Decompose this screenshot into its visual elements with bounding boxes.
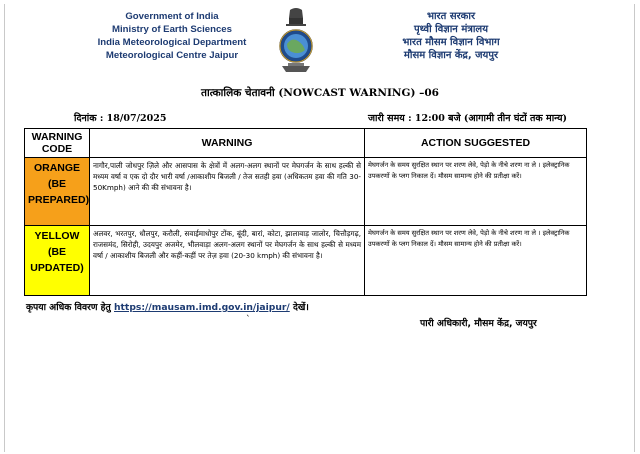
warning-code-orange xyxy=(25,158,90,226)
header-english xyxy=(72,10,272,62)
header-line: Meteorological Centre Jaipur xyxy=(105,50,239,61)
stray-mark: ` xyxy=(246,315,251,325)
header-line: भारत सरकार xyxy=(426,11,476,22)
more-info-suffix: देखें। xyxy=(289,302,309,313)
header-line: मौसम विज्ञान केंद्र, जयपुर xyxy=(403,50,499,61)
header-line: भारत मौसम विज्ञान विभाग xyxy=(402,37,500,48)
action-text: मेघगर्जन के समय सुरक्षित स्थान पर शरण लेवे, पेड़ो के नीचे शरण ना ले । इलेक्ट्रानिक उपकरणों के प्लग निकाल दें। मौसम सामान्य होने की प्रतीक्षा करें। xyxy=(365,158,587,226)
page-title: तात्कालिक चेतावनी (NOWCAST WARNING) –06 xyxy=(201,87,439,99)
issue-date: दिनांक : 18/07/2025 xyxy=(74,113,167,124)
header-action-suggested: ACTION SUGGESTED xyxy=(365,129,587,158)
warning-text: अलवर, भरतपुर, धौलपुर, करौली, सवाईमाधोपुर टोंक, बूंदी, बारां, कोटा, झालावाड़ जालोर, चित्तौड़गढ़, राजसमंद, सिरोही, उदयपुर अजमेर, भीलवाड़ा अलग-अलग स्थानों पर मेघगर्जन के साथ हल्की से मध्यम वर्षा / आकाशीय बिजली और कहीं-कहीं पर तेज़ हवा (20-30 kmph) की संभावना है। xyxy=(90,226,365,296)
code-sublabel: (BE UPDATED) xyxy=(30,246,84,274)
more-info-prefix: कृपया अधिक विवरण हेतु xyxy=(26,302,114,313)
code-label: ORANGE xyxy=(33,162,81,174)
header-warning: WARNING xyxy=(90,129,365,158)
warning-code-yellow xyxy=(25,226,90,296)
table-row xyxy=(25,226,587,296)
header-warning-code: WARNING CODE xyxy=(25,129,90,158)
national-emblem-icon xyxy=(276,6,316,76)
warning-text: नागौर,पाली जोधपुर ज़िले और आसपास के क्षेत्रों में अलग-अलग स्थानों पर मेघगर्जन के साथ हल्की से मध्यम वर्षा व एक दो दौर भारी वर्षा /आकाशीय बिजली / तेज सतही हवा (अधिकतम हवा की गति 30-50Kmph) आने की की संभावना है। xyxy=(90,158,365,226)
header-line: India Meteorological Department xyxy=(97,37,247,48)
code-label: YELLOW xyxy=(34,230,80,242)
warning-table xyxy=(24,128,587,296)
header-line: पृथ्वी विज्ञान मंत्रालय xyxy=(413,24,489,35)
more-info-line xyxy=(26,300,309,313)
table-row xyxy=(25,158,587,226)
code-sublabel: (BE PREPARED) xyxy=(28,178,90,206)
imd-jaipur-link[interactable]: https://mausam.imd.gov.in/jaipur/ xyxy=(114,302,290,313)
action-text: मेघगर्जन के समय सुरक्षित स्थान पर शरण लेवे, पेड़ो के नीचे शरण ना ले । इलेक्ट्रानिक उपकरणों के प्लग निकाल दें। मौसम सामान्य होने की प्रतीक्षा करें। xyxy=(365,226,587,296)
header-hindi xyxy=(356,10,546,62)
signoff: पारी अधिकारी, मौसम केंद्र, जयपुर xyxy=(420,318,537,329)
issue-time: जारी समय : 12:00 बजे (आगामी तीन घंटों तक मान्य) xyxy=(368,113,567,124)
header-line: Government of India xyxy=(125,11,219,22)
header-line: Ministry of Earth Sciences xyxy=(112,24,232,35)
